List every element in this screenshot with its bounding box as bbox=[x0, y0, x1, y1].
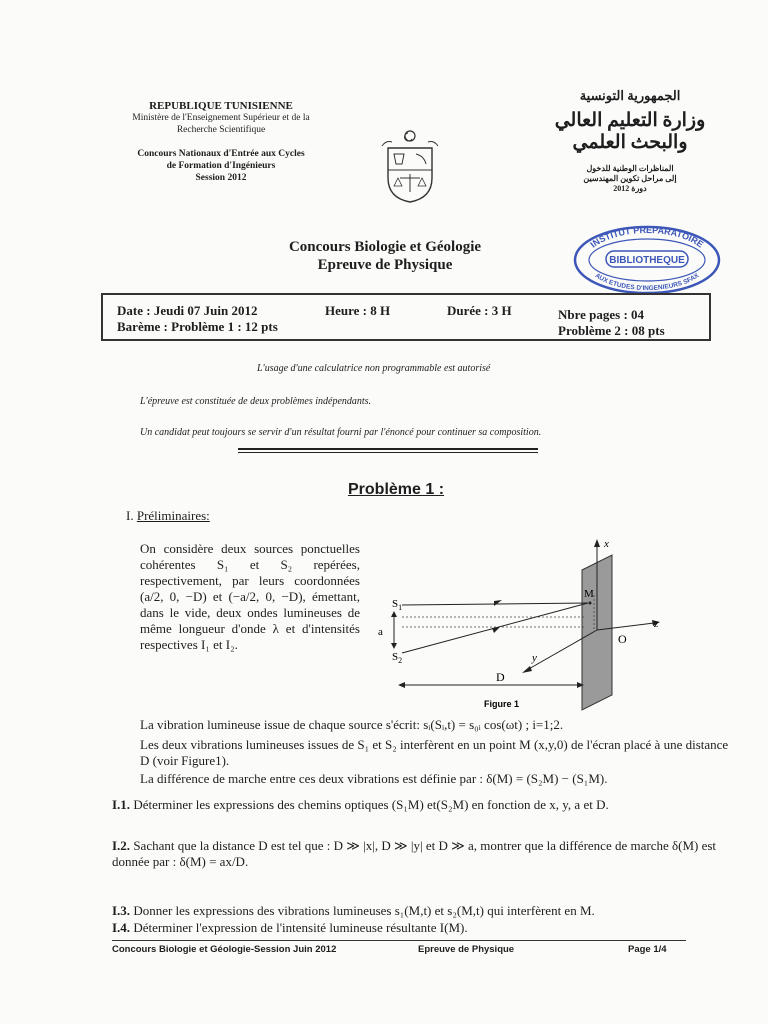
arabic-concours-line1: المناظرات الوطنية للدخول bbox=[586, 164, 674, 173]
arabic-ministry-line2: والبحث العلمي bbox=[572, 132, 688, 153]
concours-line2: de Formation d'Ingénieurs bbox=[166, 161, 276, 171]
label-x: x bbox=[604, 538, 609, 550]
question-i4 bbox=[112, 920, 732, 936]
question-i2 bbox=[112, 838, 732, 870]
question-i3-number: I.3. bbox=[112, 903, 131, 918]
interference-paragraph: Les deux vibrations lumineuses issues de S₁ et S₂ interfèrent en un point M (x,y,0) de l'écran placé à une distance D (voir Figure1). bbox=[140, 737, 729, 768]
exam-info-box bbox=[101, 293, 711, 341]
header-left-block bbox=[96, 100, 346, 184]
question-i1-text: Déterminer les expressions des chemins optiques (S₁M) et(S₂M) en fonction de x, y, a et D. bbox=[133, 797, 609, 812]
question-i1 bbox=[112, 797, 732, 813]
title-line2: Epreuve de Physique bbox=[317, 257, 453, 273]
question-i3-text: Donner les expressions des vibrations lumineuses s₁(M,t) et s₂(M,t) qui interfèrent en M. bbox=[133, 903, 595, 918]
label-y: y bbox=[532, 652, 537, 664]
footer-rule bbox=[112, 940, 686, 941]
note-use-results: Un candidat peut toujours se servir d'un résultat fourni par l'énoncé pour continuer sa composition. bbox=[140, 427, 542, 438]
note-two-problems: L'épreuve est constituée de deux problèmes indépendants. bbox=[140, 396, 372, 407]
figure-caption: Figure 1 bbox=[484, 699, 520, 709]
stamp-center-text: BIBLIOTHEQUE bbox=[609, 255, 685, 266]
path-difference-paragraph: La différence de marche entre ces deux vibrations est définie par : δ(M) = (S₂M) − (S₁M). bbox=[140, 771, 608, 786]
label-m: M bbox=[584, 588, 594, 600]
footer-center: Epreuve de Physique bbox=[418, 944, 515, 955]
info-duree: Durée : 3 H bbox=[447, 303, 512, 318]
republic-label: REPUBLIQUE TUNISIENNE bbox=[149, 100, 293, 112]
arabic-concours-line2: إلى مراحل تكوين المهندسين bbox=[583, 174, 677, 183]
question-i3 bbox=[112, 903, 732, 919]
info-prob2: Problème 2 : 08 pts bbox=[558, 323, 665, 338]
problem-title: Problème 1 : bbox=[348, 481, 445, 498]
concours-line3: Session 2012 bbox=[195, 173, 247, 183]
separator-rule bbox=[238, 448, 538, 450]
coat-of-arms-icon bbox=[380, 128, 440, 204]
info-heure: Heure : 8 H bbox=[325, 303, 391, 318]
note-calculator: L'usage d'une calculatrice non programmable est autorisé bbox=[257, 363, 491, 374]
label-o: O bbox=[618, 632, 627, 646]
vibration-paragraph: La vibration lumineuse issue de chaque source s'écrit: sᵢ(Sᵢ,t) = s₀ᵢ cos(ωt) ; i=1;2. bbox=[140, 717, 564, 732]
ministry-line2: Recherche Scientifique bbox=[176, 125, 266, 135]
label-a: a bbox=[378, 626, 383, 638]
info-pages: Nbre pages : 04 bbox=[558, 307, 645, 322]
separator-rule-thin bbox=[238, 452, 538, 453]
library-stamp bbox=[572, 224, 722, 294]
footer-page-number: Page 1/4 bbox=[628, 944, 667, 955]
exam-title bbox=[240, 238, 530, 274]
question-i4-number: I.4. bbox=[112, 920, 131, 935]
arabic-ministry-line1: وزارة التعليم العالي bbox=[554, 110, 706, 131]
question-i1-number: I.1. bbox=[112, 797, 131, 812]
stamp-bottom-text: AUX ETUDES D'INGENIEURS SFAX bbox=[593, 272, 701, 293]
question-i2-text: Sachant que la distance D est tel que : D ≫ |x|, D ≫ |y| et D ≫ a, montrer que la différence de marche δ(M) est donnée par : δ(M) = ax/D. bbox=[112, 838, 717, 869]
stamp-top-text: INSTITUT PREPARATOIRE bbox=[588, 224, 706, 250]
intro-text: On considère deux sources ponctuelles cohérentes S₁ et S₂ repérées, respectivement, par leurs coordonnées (a/2, 0, −D) et (−a/2, 0, −D), émettant, dans le vide, deux ondes lumineuses de même longueur d'onde λ et d'intensités respectives I₁ et I₂. bbox=[140, 541, 360, 652]
question-i4-text: Déterminer l'expression de l'intensité lumineuse résultante I(M). bbox=[133, 920, 468, 935]
header-right-block bbox=[540, 88, 720, 194]
section-number: I. bbox=[126, 508, 134, 523]
arabic-concours-line3: دورة 2012 bbox=[613, 184, 647, 193]
arabic-republic: الجمهورية التونسية bbox=[579, 88, 681, 103]
question-i2-number: I.2. bbox=[112, 838, 131, 853]
title-line1: Concours Biologie et Géologie bbox=[288, 239, 482, 255]
footer-left: Concours Biologie et Géologie-Session Juin 2012 bbox=[112, 944, 337, 955]
figure-1-diagram bbox=[372, 535, 672, 713]
concours-line1: Concours Nationaux d'Entrée aux Cycles bbox=[137, 149, 305, 159]
info-date: Date : Jeudi 07 Juin 2012 bbox=[117, 303, 258, 318]
label-d: D bbox=[496, 670, 505, 684]
label-s2: $S_2$ bbox=[392, 651, 403, 665]
section-title: Préliminaires: bbox=[136, 508, 210, 523]
info-bareme: Barème : Problème 1 : 12 pts bbox=[117, 319, 278, 334]
intro-paragraph bbox=[140, 541, 360, 657]
label-z: z bbox=[654, 618, 659, 630]
ministry-line1: Ministère de l'Enseignement Supérieur et de la bbox=[132, 113, 310, 123]
label-s1: $S_1$ bbox=[392, 598, 403, 612]
section-heading bbox=[126, 508, 210, 524]
svg-text:INSTITUT PREPARATOIRE bbox=[588, 225, 705, 250]
